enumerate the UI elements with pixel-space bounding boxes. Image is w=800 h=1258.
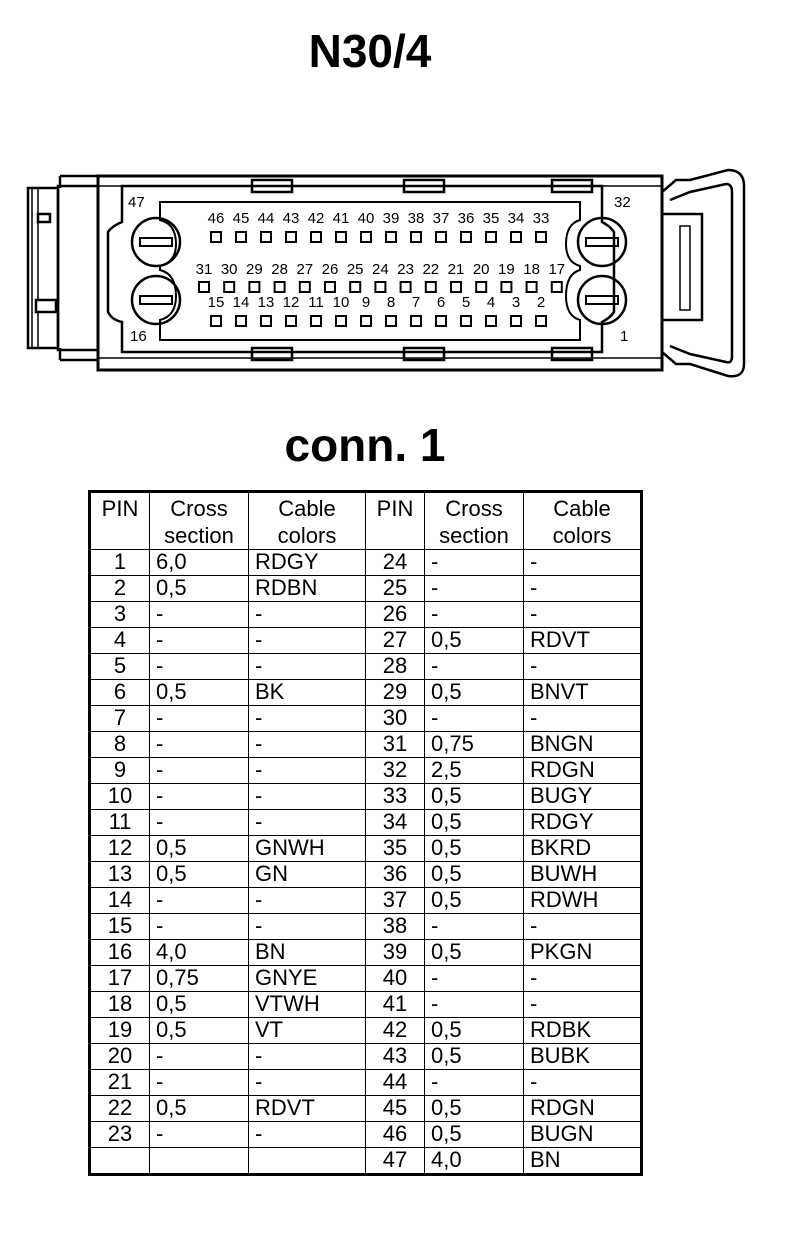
pin-number-cell: 38 [366, 914, 425, 940]
pin-number-cell: 33 [366, 784, 425, 810]
corner-label-16: 16 [130, 328, 147, 345]
table-row [90, 1148, 642, 1175]
cable-color-cell: RDVT [249, 1096, 366, 1122]
corner-label-32: 32 [614, 194, 631, 211]
table-row [90, 706, 642, 732]
table-header-row [90, 492, 642, 550]
pin-socket [451, 282, 461, 292]
cross-section-cell: - [425, 550, 524, 576]
cable-color-cell: - [249, 628, 366, 654]
pin-socket [286, 316, 296, 326]
pin-number-cell: 37 [366, 888, 425, 914]
cross-section-cell: - [150, 1070, 249, 1096]
pin-socket [275, 282, 285, 292]
pin-label: 13 [257, 294, 275, 311]
pin-label: 19 [498, 261, 515, 278]
cross-section-cell: - [425, 914, 524, 940]
cable-color-cell: PKGN [524, 940, 642, 966]
cross-section-cell: 0,5 [150, 1096, 249, 1122]
pin-number-cell: 4 [90, 628, 150, 654]
table-row [90, 784, 642, 810]
pin-socket [325, 282, 335, 292]
pin-number-cell: 21 [90, 1070, 150, 1096]
pin-label: 31 [195, 261, 213, 278]
pin-label: 30 [220, 261, 238, 278]
cross-section-cell [150, 1148, 249, 1175]
pin-socket [300, 282, 310, 292]
pin-label: 44 [257, 210, 275, 227]
cable-color-cell: BUBK [524, 1044, 642, 1070]
pin-label: 23 [397, 261, 414, 278]
pin-socket [224, 282, 234, 292]
pin-number-cell: 19 [90, 1018, 150, 1044]
left-latch [28, 176, 98, 360]
pin-number-cell: 2 [90, 576, 150, 602]
screw-top-left [132, 218, 180, 266]
cable-color-cell: - [249, 654, 366, 680]
pin-label: 37 [432, 210, 450, 227]
table-row [90, 680, 642, 706]
cross-section-cell: - [150, 628, 249, 654]
pin-socket [236, 232, 246, 242]
cable-color-cell: - [524, 1070, 642, 1096]
cross-section-cell: - [425, 654, 524, 680]
connector-diagram [0, 150, 800, 390]
screw-bottom-right [578, 276, 626, 324]
pin-number-cell: 23 [90, 1122, 150, 1148]
pin-label: 21 [447, 261, 465, 278]
cable-color-cell: BNVT [524, 680, 642, 706]
cable-color-cell: BN [249, 940, 366, 966]
pin-label: 29 [246, 261, 263, 278]
cross-section-cell: 4,0 [150, 940, 249, 966]
cable-color-cell: - [249, 810, 366, 836]
pin-number-cell: 8 [90, 732, 150, 758]
pin-number-cell: 14 [90, 888, 150, 914]
cross-section-cell: - [150, 706, 249, 732]
cable-color-cell: - [524, 602, 642, 628]
pin-number-cell: 17 [90, 966, 150, 992]
pin-socket [350, 282, 360, 292]
cable-color-cell: - [524, 550, 642, 576]
pin-label: 45 [232, 210, 250, 227]
pin-socket [536, 316, 546, 326]
pin-socket [436, 316, 446, 326]
pin-label: 43 [282, 210, 300, 227]
pin-number-cell: 43 [366, 1044, 425, 1070]
header-cable-colors: Cable colors [249, 492, 366, 550]
cross-section-cell: 0,5 [150, 680, 249, 706]
corner-label-1: 1 [620, 328, 629, 345]
pin-socket [311, 316, 321, 326]
pin-socket [411, 316, 421, 326]
table-row [90, 810, 642, 836]
pin-label: 8 [386, 294, 396, 311]
pin-socket [486, 232, 496, 242]
pin-label: 14 [232, 294, 250, 311]
pin-label: 20 [472, 261, 490, 278]
pin-socket [436, 232, 446, 242]
cable-color-cell: GNYE [249, 966, 366, 992]
cable-color-cell: - [249, 784, 366, 810]
pin-number-cell: 46 [366, 1122, 425, 1148]
cross-section-cell: - [150, 732, 249, 758]
cross-section-cell: - [150, 654, 249, 680]
cable-color-cell: - [524, 654, 642, 680]
pin-label: 42 [307, 210, 325, 227]
cross-section-cell: 0,5 [150, 862, 249, 888]
pin-socket [311, 232, 321, 242]
cable-color-cell: BUGN [524, 1122, 642, 1148]
pin-number-cell: 7 [90, 706, 150, 732]
cross-section-cell: 0,5 [425, 1096, 524, 1122]
pin-label: 18 [523, 261, 540, 278]
cross-section-cell: - [150, 810, 249, 836]
pin-socket [536, 232, 546, 242]
pin-socket [249, 282, 259, 292]
table-row [90, 576, 642, 602]
pin-socket [375, 282, 385, 292]
pin-label: 26 [321, 261, 339, 278]
pin-socket [411, 232, 421, 242]
pin-label: 11 [308, 294, 324, 311]
pin-number-cell: 15 [90, 914, 150, 940]
pin-socket [461, 232, 471, 242]
cable-color-cell: BK [249, 680, 366, 706]
pin-label: 10 [332, 294, 350, 311]
pin-label: 36 [457, 210, 475, 227]
pin-label: 7 [411, 294, 421, 311]
pin-number-cell: 3 [90, 602, 150, 628]
cable-color-cell: GN [249, 862, 366, 888]
pin-number-cell: 26 [366, 602, 425, 628]
cross-section-cell: 0,5 [425, 810, 524, 836]
pin-number-cell: 1 [90, 550, 150, 576]
table-row [90, 628, 642, 654]
pin-number-cell: 20 [90, 1044, 150, 1070]
pin-label: 35 [482, 210, 500, 227]
header-cross-section: Cross section [150, 492, 249, 550]
pin-label: 39 [382, 210, 400, 227]
pin-socket [511, 316, 521, 326]
pin-number-cell: 34 [366, 810, 425, 836]
cross-section-cell: - [425, 602, 524, 628]
cross-section-cell: - [150, 602, 249, 628]
table-row [90, 940, 642, 966]
pin-label: 9 [361, 294, 371, 311]
pin-number-cell: 11 [90, 810, 150, 836]
pin-number-cell: 9 [90, 758, 150, 784]
pin-socket [199, 282, 209, 292]
cross-section-cell: - [425, 966, 524, 992]
connector-subtitle: conn. 1 [284, 419, 446, 471]
pin-number-cell: 24 [366, 550, 425, 576]
cross-section-cell: 0,5 [150, 836, 249, 862]
pin-socket [527, 282, 537, 292]
pin-socket [552, 282, 562, 292]
cross-section-cell: 0,5 [425, 1122, 524, 1148]
cross-section-cell: 0,5 [425, 940, 524, 966]
pin-number-cell: 44 [366, 1070, 425, 1096]
pin-number-cell: 41 [366, 992, 425, 1018]
cable-color-cell: RDWH [524, 888, 642, 914]
pin-socket [386, 316, 396, 326]
table-row [90, 1018, 642, 1044]
pin-label: 33 [532, 210, 550, 227]
pin-number-cell: 5 [90, 654, 150, 680]
cable-color-cell: BN [524, 1148, 642, 1175]
pin-socket [401, 282, 411, 292]
pin-socket [426, 282, 436, 292]
table-row [90, 1122, 642, 1148]
table-row [90, 1044, 642, 1070]
pin-socket [211, 316, 221, 326]
pin-number-cell: 25 [366, 576, 425, 602]
cross-section-cell: 0,75 [150, 966, 249, 992]
cross-section-cell: 0,5 [425, 1044, 524, 1070]
pin-socket [511, 232, 521, 242]
cross-section-cell: 4,0 [425, 1148, 524, 1175]
cable-color-cell: BUWH [524, 862, 642, 888]
cable-color-cell: - [524, 706, 642, 732]
pin-label: 17 [548, 261, 566, 278]
cable-color-cell: GNWH [249, 836, 366, 862]
table-row [90, 654, 642, 680]
pin-number-cell: 16 [90, 940, 150, 966]
table-row [90, 758, 642, 784]
cross-section-cell: 0,5 [150, 1018, 249, 1044]
pin-socket [501, 282, 511, 292]
cable-color-cell: RDGN [524, 1096, 642, 1122]
cross-section-cell: - [425, 706, 524, 732]
pin-label: 24 [372, 261, 389, 278]
pin-number-cell: 10 [90, 784, 150, 810]
pin-number-cell: 32 [366, 758, 425, 784]
cross-section-cell: 0,5 [425, 628, 524, 654]
cable-color-cell: - [249, 1070, 366, 1096]
table-row [90, 966, 642, 992]
pin-number-cell: 13 [90, 862, 150, 888]
pin-number-cell: 27 [366, 628, 425, 654]
cross-section-cell: - [150, 784, 249, 810]
cable-color-cell: RDBN [249, 576, 366, 602]
pin-label: 27 [296, 261, 314, 278]
pin-label: 6 [436, 294, 446, 311]
pin-number-cell: 31 [366, 732, 425, 758]
pin-label: 2 [536, 294, 546, 311]
pin-label: 22 [422, 261, 440, 278]
cross-section-cell: - [150, 1044, 249, 1070]
pin-label: 34 [507, 210, 525, 227]
pin-socket [261, 232, 271, 242]
pin-socket [476, 282, 486, 292]
cross-section-cell: - [150, 888, 249, 914]
cable-color-cell: VT [249, 1018, 366, 1044]
table-row [90, 1070, 642, 1096]
cross-section-cell: 0,5 [425, 836, 524, 862]
pin-label: 28 [271, 261, 288, 278]
table-row [90, 550, 642, 576]
cable-color-cell: - [249, 914, 366, 940]
pin-number-cell: 22 [90, 1096, 150, 1122]
pin-socket [361, 232, 371, 242]
pin-number-cell [90, 1148, 150, 1175]
cable-color-cell: RDBK [524, 1018, 642, 1044]
cable-color-cell: BNGN [524, 732, 642, 758]
cable-color-cell [249, 1148, 366, 1175]
cable-color-cell: - [249, 1044, 366, 1070]
pin-label: 4 [486, 294, 496, 311]
cable-color-cell: BKRD [524, 836, 642, 862]
cable-color-cell: VTWH [249, 992, 366, 1018]
cross-section-cell: 2,5 [425, 758, 524, 784]
table-row [90, 602, 642, 628]
pin-socket [336, 232, 346, 242]
cross-section-cell: - [150, 758, 249, 784]
pin-number-cell: 30 [366, 706, 425, 732]
cable-color-cell: - [524, 966, 642, 992]
right-latch [662, 170, 744, 376]
pin-label: 46 [207, 210, 225, 227]
cable-color-cell: RDGY [524, 810, 642, 836]
cable-color-cell: - [249, 888, 366, 914]
pin-socket [336, 316, 346, 326]
page-title: N30/4 [308, 25, 432, 77]
cross-section-cell: 0,5 [425, 680, 524, 706]
cable-color-cell: - [249, 602, 366, 628]
pin-number-cell: 6 [90, 680, 150, 706]
pin-socket [386, 232, 396, 242]
screw-bottom-left [132, 276, 180, 324]
pin-socket [286, 232, 296, 242]
cable-color-cell: - [249, 1122, 366, 1148]
cross-section-cell: - [150, 914, 249, 940]
pin-socket [461, 316, 471, 326]
cable-color-cell: BUGY [524, 784, 642, 810]
cable-color-cell: - [524, 576, 642, 602]
table-row [90, 732, 642, 758]
pin-number-cell: 29 [366, 680, 425, 706]
pin-number-cell: 18 [90, 992, 150, 1018]
pin-label: 15 [207, 294, 225, 311]
cable-color-cell: - [524, 992, 642, 1018]
pin-socket [261, 316, 271, 326]
cross-section-cell: 0,5 [150, 992, 249, 1018]
cross-section-cell: 0,5 [425, 888, 524, 914]
table-row [90, 836, 642, 862]
header-cross-section: Cross section [425, 492, 524, 550]
pin-socket [486, 316, 496, 326]
cross-section-cell: 0,5 [425, 1018, 524, 1044]
cable-color-cell: RDGY [249, 550, 366, 576]
pin-socket [211, 232, 221, 242]
cross-section-cell: 0,5 [150, 576, 249, 602]
pin-number-cell: 28 [366, 654, 425, 680]
pin-number-cell: 36 [366, 862, 425, 888]
cross-section-cell: - [425, 992, 524, 1018]
cable-color-cell: - [524, 914, 642, 940]
pin-socket [361, 316, 371, 326]
pin-label: 5 [461, 294, 471, 311]
header-cable-colors: Cable colors [524, 492, 642, 550]
pin-number-cell: 35 [366, 836, 425, 862]
header-pin: PIN [366, 492, 425, 550]
pin-number-cell: 45 [366, 1096, 425, 1122]
table-row [90, 914, 642, 940]
pin-number-cell: 42 [366, 1018, 425, 1044]
pin-number-cell: 39 [366, 940, 425, 966]
pin-number-cell: 12 [90, 836, 150, 862]
pin-number-cell: 47 [366, 1148, 425, 1175]
cross-section-cell: - [425, 576, 524, 602]
cross-section-cell: 6,0 [150, 550, 249, 576]
header-pin: PIN [90, 492, 150, 550]
pin-label: 40 [357, 210, 375, 227]
pin-label: 3 [511, 294, 521, 311]
pin-socket [236, 316, 246, 326]
cable-color-cell: RDVT [524, 628, 642, 654]
pin-number-cell: 40 [366, 966, 425, 992]
table-row [90, 1096, 642, 1122]
pin-label: 38 [407, 210, 425, 227]
corner-label-47: 47 [128, 194, 145, 211]
cross-section-cell: - [425, 1070, 524, 1096]
table-row [90, 992, 642, 1018]
cross-section-cell: 0,5 [425, 784, 524, 810]
table-row [90, 888, 642, 914]
cable-color-cell: - [249, 706, 366, 732]
pin-label: 12 [282, 294, 300, 311]
table-row [90, 862, 642, 888]
screw-top-right [578, 218, 626, 266]
pin-table [88, 490, 643, 1176]
cross-section-cell: - [150, 1122, 249, 1148]
pin-label: 25 [346, 261, 364, 278]
cross-section-cell: 0,75 [425, 732, 524, 758]
cable-color-cell: - [249, 758, 366, 784]
cable-color-cell: - [249, 732, 366, 758]
pin-label: 41 [332, 210, 350, 227]
cross-section-cell: 0,5 [425, 862, 524, 888]
cable-color-cell: RDGN [524, 758, 642, 784]
